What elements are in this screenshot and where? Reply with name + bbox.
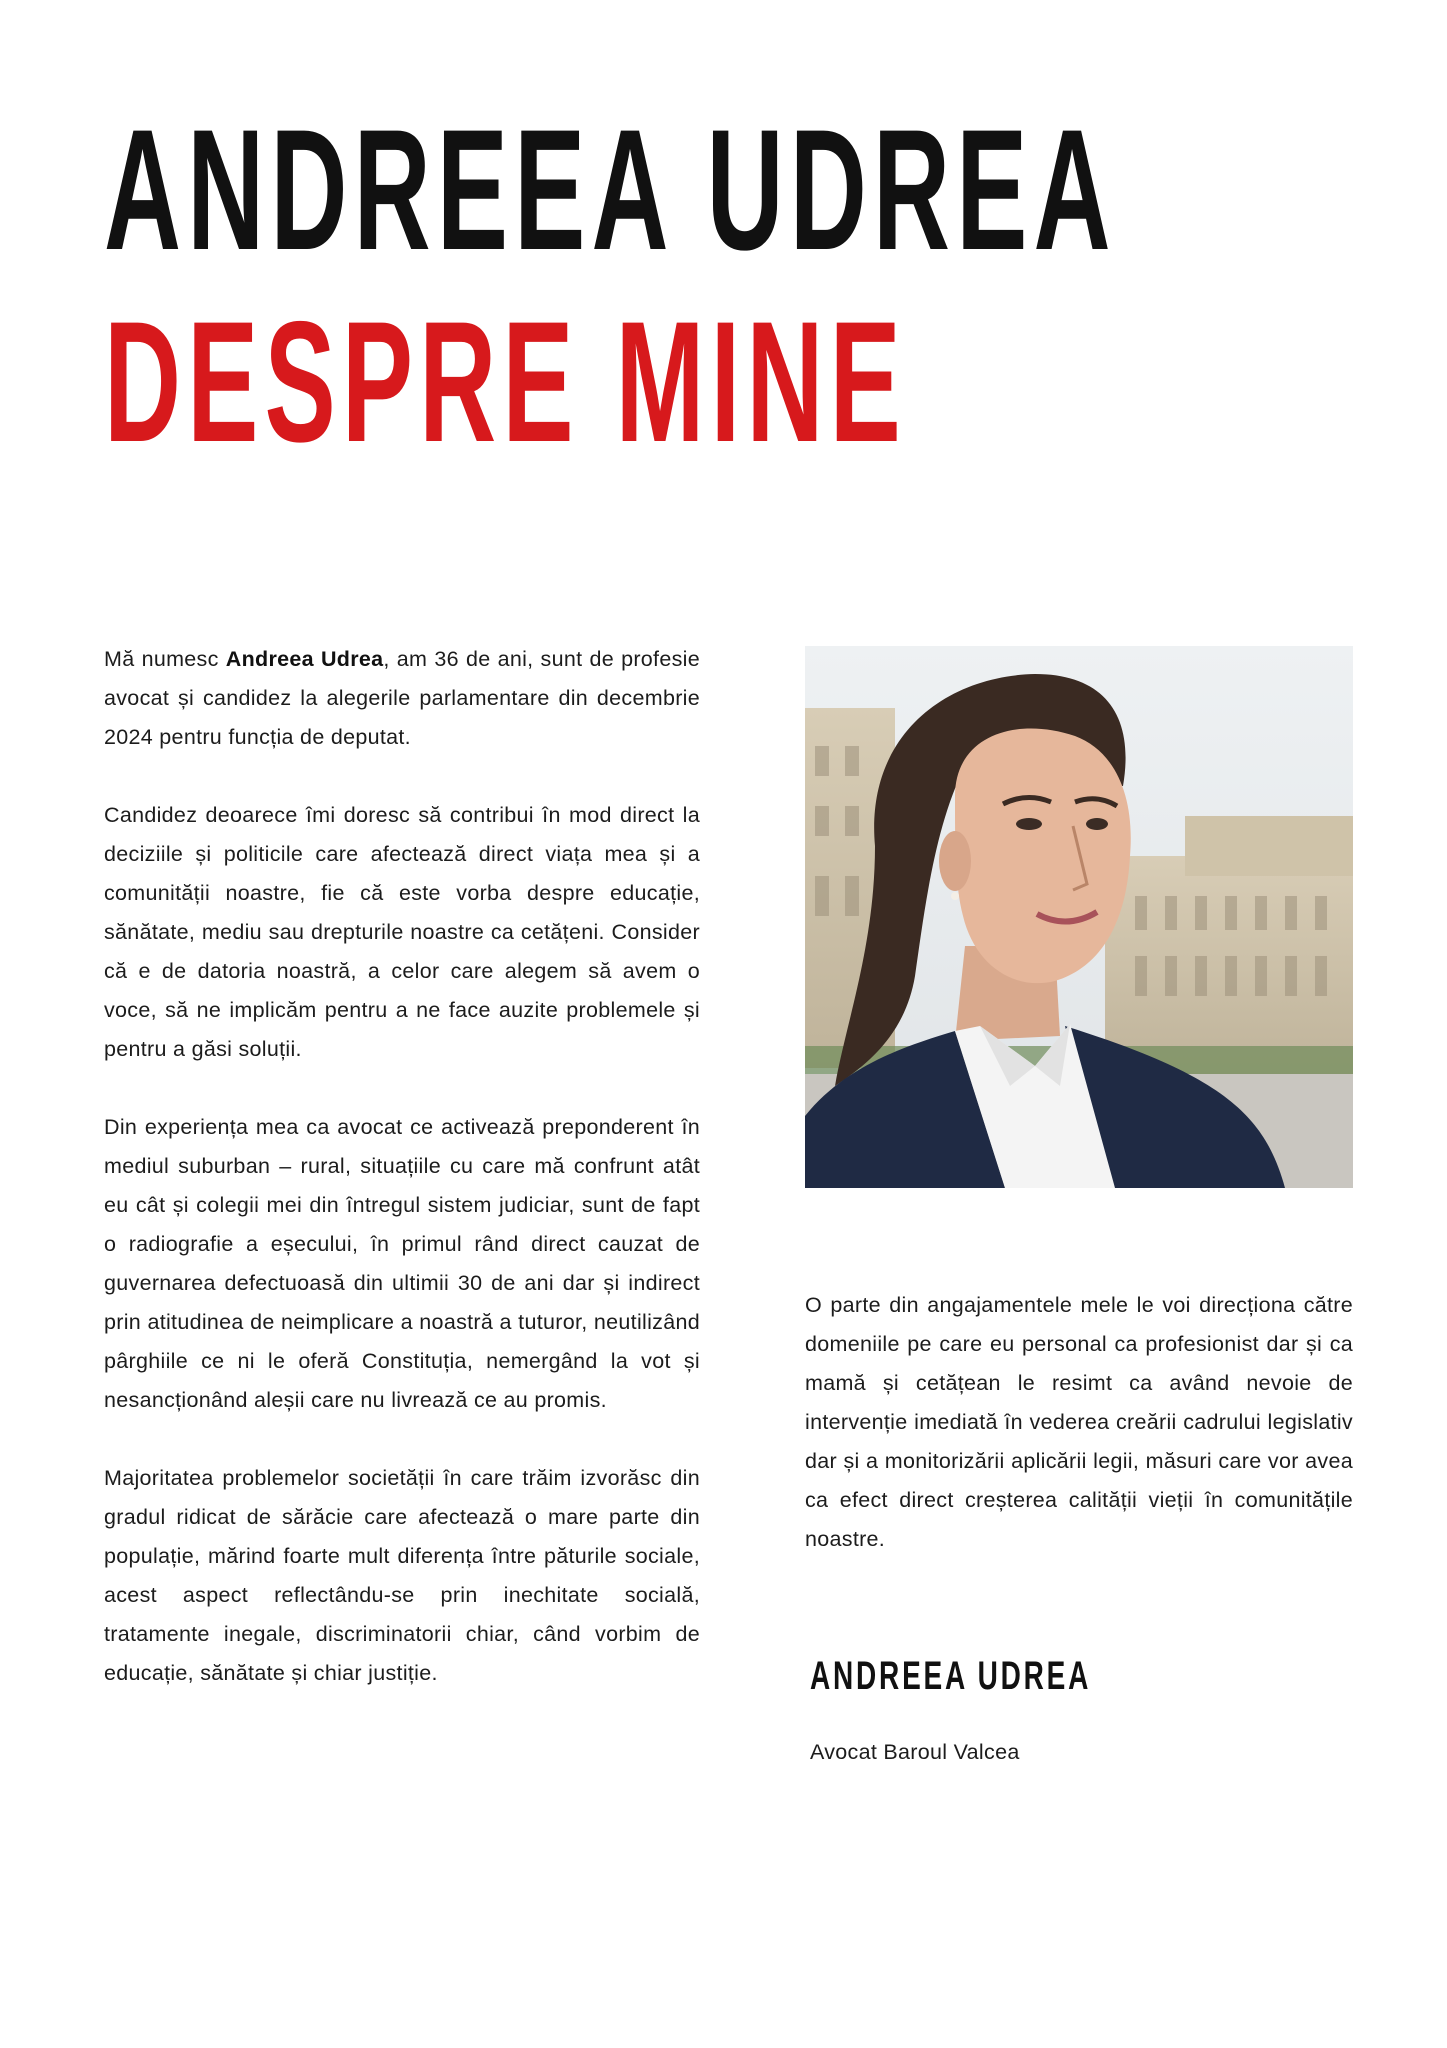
section-title: DESPRE MINE xyxy=(104,286,907,478)
intro-paragraph xyxy=(104,640,700,757)
signature-name: ANDREEA UDREA xyxy=(810,1654,1092,1698)
right-text-column xyxy=(805,1286,1353,1559)
motivation-paragraph: Candidez deoarece îmi doresc să contribui în mod direct la deciziile și politicile care afectează direct viața mea și a comunității noastre, fie că este vorba despre educație, sănătate, mediu sau drepturile noastre ca cetățeni. Consider că e de datoria noastră, a celor care alegem să avem o voce, să ne implicăm pentru a ne face auzite problemele și pentru a găsi soluții. xyxy=(104,803,700,1061)
candidate-name-heading: ANDREEA UDREA xyxy=(104,94,1117,286)
portrait-illustration xyxy=(805,646,1353,1188)
portrait-photo xyxy=(805,646,1353,1188)
signature-role: Avocat Baroul Valcea xyxy=(810,1740,1020,1764)
intro-name-bold: Andreea Udrea xyxy=(225,647,384,671)
left-text-column xyxy=(104,640,700,1732)
experience-paragraph: Din experiența mea ca avocat ce activează preponderent în mediul suburban – rural, situațiile cu care mă confrunt atât eu cât și colegii mei din întregul sistem judiciar, sunt de fapt o radiografie a eșecului, în primul rând direct cauzat de guvernarea defectuoasă din ultimii 30 de ani dar și indirect prin atitudinea de neimplicare a noastră a tuturor, neutilizând pârghiile ce ni le oferă Constituția, nemergând la vot și nesancționând aleșii care nu livrează ce au promis. xyxy=(104,1115,700,1412)
problems-paragraph: Majoritatea problemelor societății în care trăim izvorăsc din gradul ridicat de sărăcie care afectează o mare parte din populație, mărind foarte mult diferența între păturile sociale, acest aspect reflectându-se prin inechitate socială, tratamente inegale, discriminatorii chiar, când vorbim de educație, sănătate și chiar justiție. xyxy=(104,1466,700,1685)
commitments-paragraph: O parte din angajamentele mele le voi direcționa către domeniile pe care eu personal ca profesionist dar și ca mamă și cetățean le resimt ca având nevoie de intervenție imediată în vederea creării cadrului legislativ dar și a monitorizării aplicării legii, măsuri care vor avea ca efect direct creșterea calității vieții în comunitățile noastre. xyxy=(805,1293,1353,1551)
intro-text-after: , am 36 de ani, sunt de profesie avocat și candidez la alegerile parlamentare din decembrie 2024 pentru funcția de deputat. xyxy=(104,647,700,749)
intro-text-before: Mă numesc xyxy=(104,647,226,671)
